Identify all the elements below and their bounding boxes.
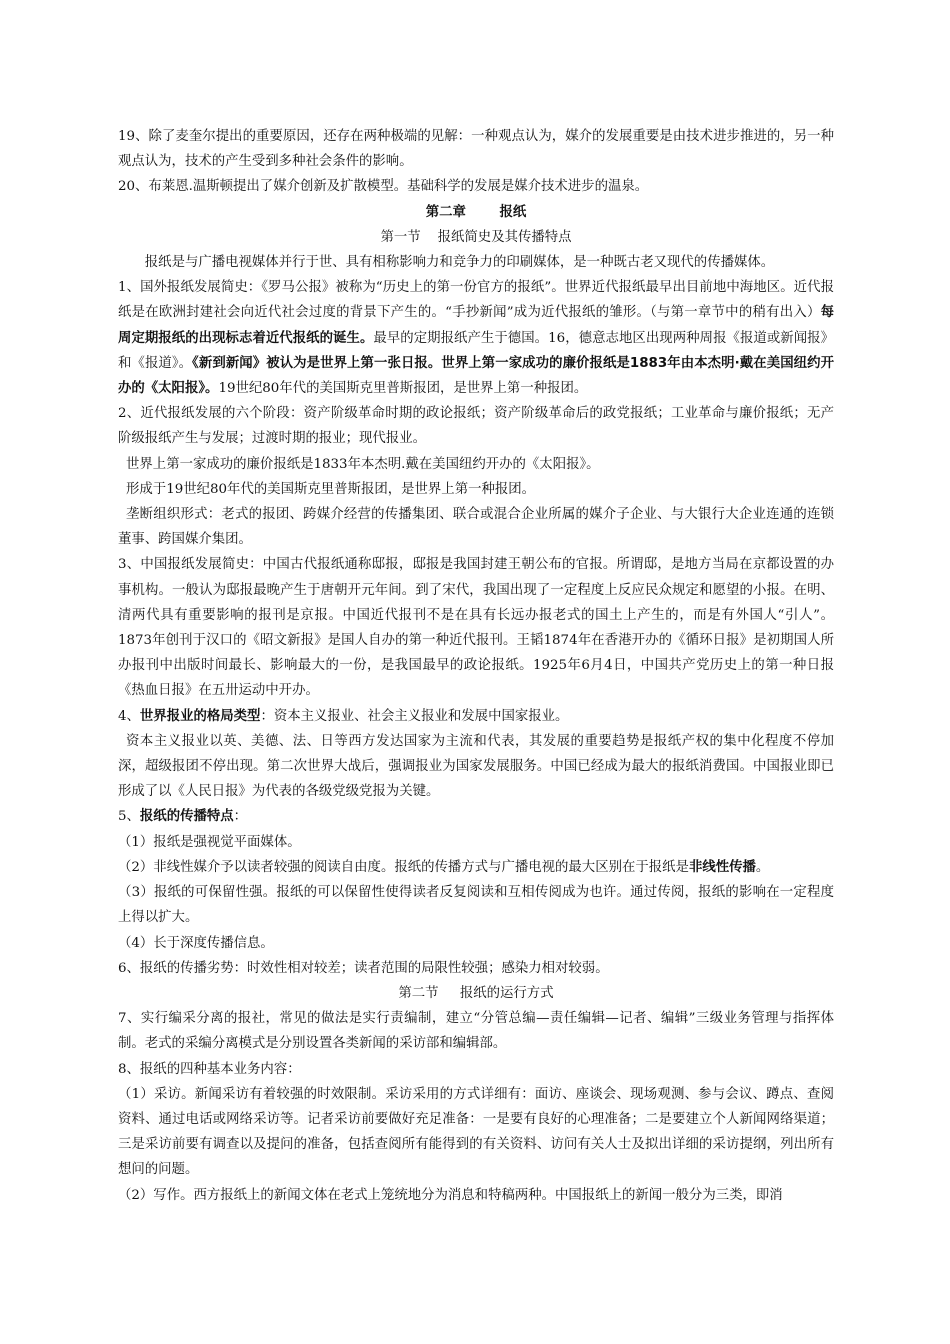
paragraph-2-a: 世界上第一家成功的廉价报纸是1833年本杰明.戴在美国纽约开办的《太阳报》。 [126,456,600,472]
paragraph-5-colon: ： [233,809,248,825]
chapter-heading [118,200,834,225]
paragraph-1 [118,275,834,401]
paragraph-7: 7、实行编采分离的报社，常见的做法是实行责编制，建立“分管总编—责任编辑—记者、编辑”三级业务管理与指挥体制。老式的采编分离模式是分别设置各类新闻的采访部和编辑部。 [118,1011,834,1052]
section-1-title: 报纸简史及其传播特点 [437,229,572,245]
paragraph-1-bold-b: 每周定期报纸的出现标志着近代报纸的诞生。 [118,305,834,346]
paragraph-1-text-a: 1、国外报纸发展简史：《罗马公报》被称为“历史上的第一份官方的报纸”。世界近代报纸最早出目前地中海地区。近代报纸是在欧洲封建社会向近代社会过度的背景下产生的。“手抄新闻”成为近代报纸的雏形。（与第一章节中的稍有出入） [118,280,834,321]
paragraph-20: 20、布莱恩.温斯顿提出了媒介创新及扩散模型。基础科学的发展是媒介技术进步的温泉。 [118,179,649,195]
section-2-title: 报纸的运行方式 [459,985,554,1001]
paragraph-1-text-c: 最早的定期报纸产生于德国。16，德意志地区出现两种周报《报道或新闻报》和《报道》。 [118,330,834,371]
paragraph-5-item-2-c: 。 [755,859,770,875]
paragraph-5-item-2-bold: 非线性传播 [688,859,756,875]
paragraph-5-item-2-a: （2）非线性媒介予以读者较强的阅读自由度。报纸的传播方式与广播电视的最大区别在于报纸是 [118,859,689,875]
paragraph-1-text-e: 19世纪80年代的美国斯克里普斯报团，是世界上第一种报团。 [218,381,588,397]
document-page [118,124,834,1208]
paragraph-4-a: 资本主义报业以英、美德、法、日等西方发达国家为主流和代表，其发展的重要趋势是报纸产权的集中化程度不停加深，超级报团不停出现。第二次世界大战后，强调报业为国家发展服务。中国已经成为最大的报纸消费国。中国报业即已形成了以《人民日报》为代表的各级党级党报为关键。 [118,733,834,800]
paragraph-4-rest: ：资本主义报业、社会主义报业和发展中国家报业。 [260,708,569,724]
paragraph-5-item-2 [118,855,834,880]
paragraph-5-number: 5、 [118,809,140,825]
paragraph-5-bold: 报纸的传播特点 [139,809,234,825]
paragraph-4 [118,704,834,729]
paragraph-4-bold: 世界报业的格局类型 [139,708,261,724]
paragraph-1-bold-d: 《新到新闻》被认为是世界上第一张日报。世界上第一家成功的廉价报纸是1883年由本杰明·戴在美国纽约开办的《太阳报》。 [118,355,834,397]
section-1-heading [118,225,834,250]
section-2-number: 第二节 [398,985,439,1001]
paragraph-4-number: 4、 [118,708,140,724]
paragraph-2: 2、近代报纸发展的六个阶段：资产阶级革命时期的政论报纸；资产阶级革命后的政党报纸；工业革命与廉价报纸；无产阶级报纸产生与发展；过渡时期的报业；现代报业。 [118,406,834,447]
chapter-title: 报纸 [499,204,527,220]
paragraph-19: 19、除了麦奎尔提出的重要原因，还存在两种极端的见解：一种观点认为，媒介的发展重要是由技术进步推进的，另一种观点认为，技术的产生受到多种社会条件的影响。 [118,129,834,170]
chapter-number: 第二章 [425,204,466,220]
paragraph-5 [118,804,834,829]
paragraph-8: 8、报纸的四种基本业务内容： [118,1061,301,1077]
paragraph-6: 6、报纸的传播劣势：时效性相对较差；读者范围的局限性较强；感染力相对较弱。 [118,960,609,976]
paragraph-8-item-2: （2）写作。西方报纸上的新闻文体在老式上笼统地分为消息和特稿两种。中国报纸上的新闻一般分为三类，即消 [118,1187,783,1203]
section-1-number: 第一节 [380,229,421,245]
paragraph-5-item-4: （4）长于深度传播信息。 [118,935,274,951]
section-2-heading [118,981,834,1006]
paragraph-5-item-1: （1）报纸是强视觉平面媒体。 [118,834,301,850]
paragraph-8-item-1: （1）采访。新闻采访有着较强的时效限制。采访采用的方式详细有：面访、座谈会、现场观测、参与会议、蹲点、查阅资料、通过电话或网络采访等。记者采访前要做好充足准备：一是要有良好的心理准备；二是要建立个人新闻网络渠道；三是采访前要有调查以及提问的准备，包括查阅所有能得到的有关资料、访问有关人士及拟出详细的采访提纲，列出所有想问的问题。 [118,1086,834,1178]
intro-paragraph: 报纸是与广播电视媒体并行于世、具有相称影响力和竞争力的印刷媒体，是一种既古老又现代的传播媒体。 [144,255,775,271]
paragraph-5-item-3: （3）报纸的可保留性强。报纸的可以保留性使得读者反复阅读和互相传阅成为也许。通过传阅，报纸的影响在一定程度上得以扩大。 [118,885,834,926]
paragraph-2-b: 形成于19世纪80年代的美国斯克里普斯报团，是世界上第一种报团。 [126,481,536,497]
paragraph-2-c: 垄断组织形式：老式的报团、跨媒介经营的传播集团、联合或混合企业所属的媒介子企业、与大银行大企业连通的连锁董事、跨国媒介集团。 [118,507,834,548]
paragraph-3: 3、中国报纸发展简史：中国古代报纸通称邸报，邸报是我国封建王朝公布的官报。所谓邸，是地方当局在京都设置的办事机构。一般认为邸报最晚产生于唐朝开元年间。到了宋代，我国出现了一定程度上反应民众规定和愿望的小报。在明、清两代具有重要影响的报刊是京报。中国近代报刊不是在具有长远办报老式的国土上产生的，而是有外国人“引人”。1873年创刊于汉口的《昭文新报》是国人自办的第一种近代报刊。王韬1874年在香港开办的《循环日报》是初期国人所办报刊中出版时间最长、影响最大的一份，是我国最早的政论报纸。1925年6月4日，中国共产党历史上的第一种日报《热血日报》在五卅运动中开办。 [118,557,834,699]
